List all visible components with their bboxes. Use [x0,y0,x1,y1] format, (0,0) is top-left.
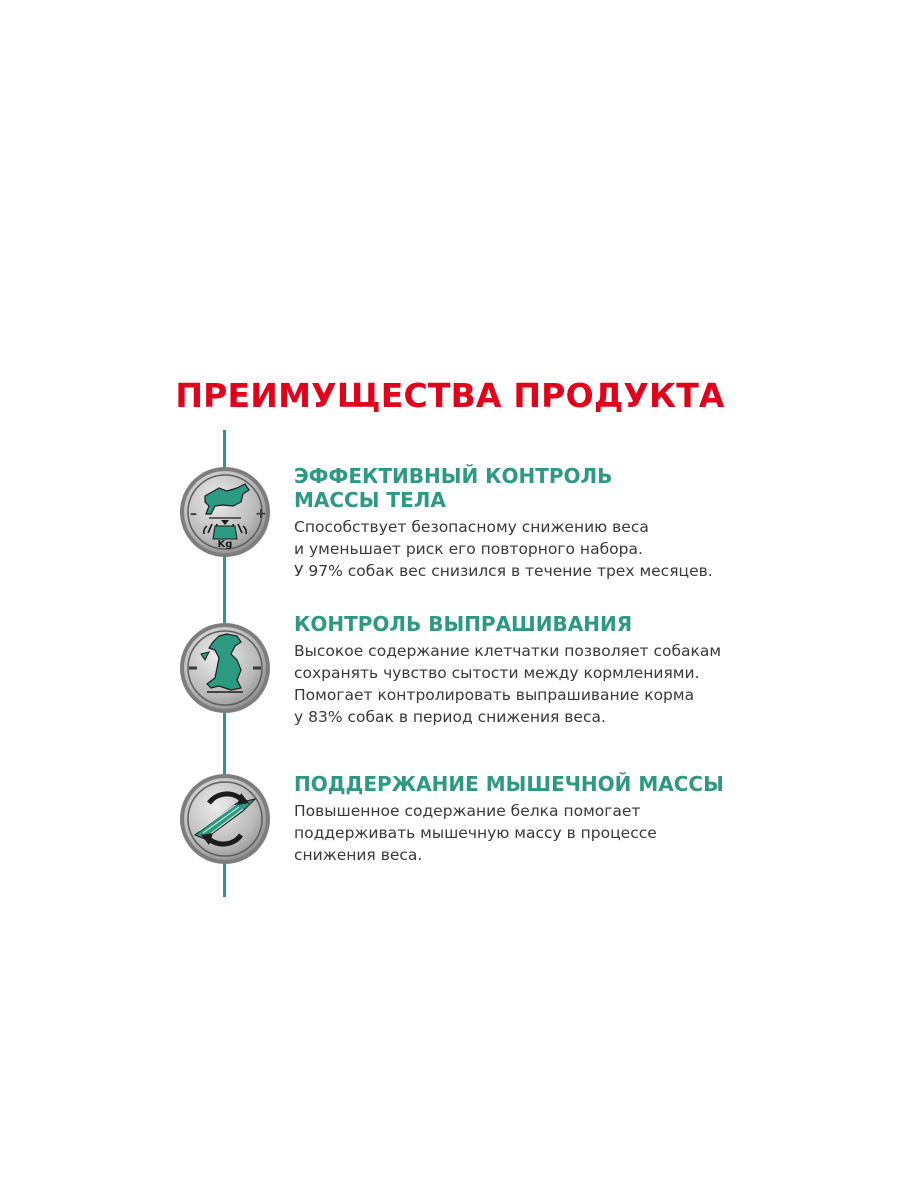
weight-control-dog-icon [179,466,271,558]
svg-text:–: – [190,506,197,522]
svg-text:+: + [255,506,267,522]
muscle-mass-badge [179,773,271,865]
benefit-text: Высокое содержание клетчатки позволяет собакам сохранять чувство сытости между кормлениями. Помогает контролировать выпрашивание корма у 83% собак в период снижения веса. [294,642,722,726]
kg-label: Kg [217,539,233,550]
muscle-mass-icon [179,773,271,865]
benefit-muscle-mass [294,772,894,866]
benefit-begging-control [294,612,894,728]
page-title: ПРЕИМУЩЕСТВА ПРОДУКТА [175,376,725,415]
benefit-weight-control [294,464,894,582]
benefit-text: Способствует безопасному снижению веса и уменьшает риск его повторного набора. У 97% собак вес снизился в течение трех месяцев. [294,518,713,580]
begging-control-badge [179,622,271,714]
begging-dog-icon [179,622,271,714]
benefit-text: Повышенное содержание белка помогает поддерживать мышечную массу в процессе снижения веса. [294,802,657,864]
benefit-title: ПОДДЕРЖАНИЕ МЫШЕЧНОЙ МАССЫ [294,772,724,796]
benefit-title: КОНТРОЛЬ ВЫПРАШИВАНИЯ [294,612,633,636]
benefit-title: ЭФФЕКТИВНЫЙ КОНТРОЛЬ МАССЫ ТЕЛА [294,464,613,512]
weight-control-badge [179,466,271,558]
